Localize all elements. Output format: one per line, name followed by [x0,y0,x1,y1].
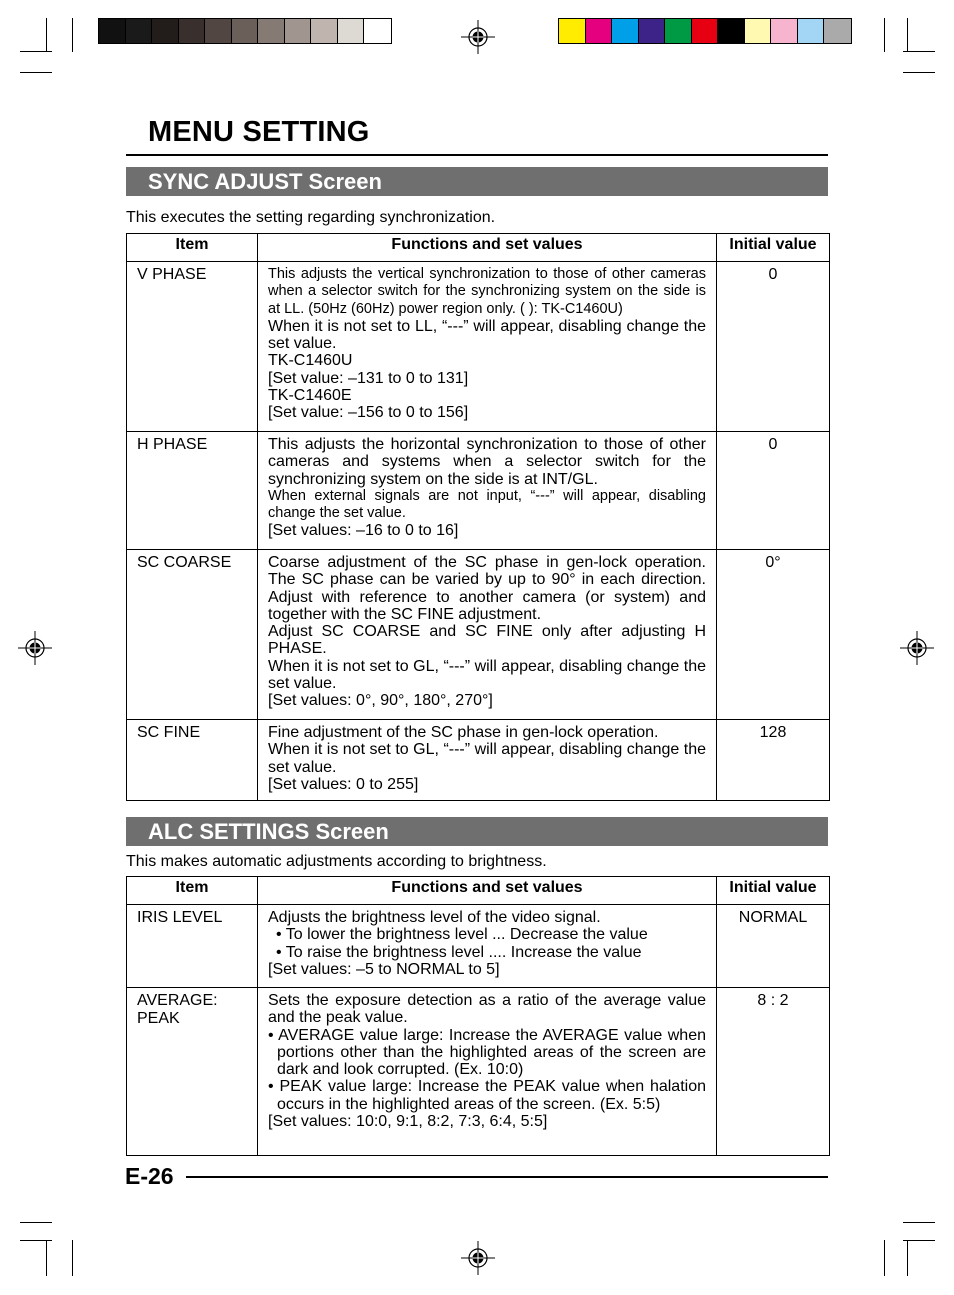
gray-swatch [179,19,206,43]
set-values-line: [Set value: –131 to 0 to 131] [268,369,469,387]
bullet-line: • To lower the brightness level ... Decrease the value [276,926,648,944]
description-line: This adjusts the vertical synchronization to those of other cameras when a selector switch for the synchronizing system on the side is at LL. (50Hz (60Hz) power region only. ( ): TK-C1460U) [268,266,706,317]
color-swatch [692,19,719,43]
initial-value-cell: 0° [717,550,830,720]
functions-cell [258,550,717,720]
gray-swatch [99,19,126,43]
gray-swatch [152,19,179,43]
initial-value-cell: 0 [717,432,830,550]
table-row [127,720,830,801]
functions-cell [258,988,717,1156]
color-swatch [586,19,613,43]
col-header-item: Item [127,877,258,905]
item-cell: SC FINE [127,720,258,801]
color-swatch [559,19,586,43]
col-header-item: Item [127,234,258,262]
table-row [127,262,830,432]
set-values-line: [Set values: 0 to 255] [268,775,419,793]
color-swatch [665,19,692,43]
item-cell: AVERAGE: PEAK [127,988,258,1156]
set-values-line: [Set values: 10:0, 9:1, 8:2, 7:3, 6:4, 5:5] [268,1113,548,1131]
sync-intro: This executes the setting regarding synchronization. [126,209,496,226]
alc-section-heading: ALC SETTINGS Screen [126,817,828,846]
initial-value-cell: 128 [717,720,830,801]
description-line: Sets the exposure detection as a ratio of the average value and the peak value. [268,992,706,1027]
functions-cell [258,432,717,550]
description-line: This adjusts the horizontal synchronization to those of other cameras and systems when a selector switch for the synchronizing system on the side is at INT/GL. [268,436,706,488]
model-label: TK-C1460E [268,387,352,405]
title-rule [126,154,828,156]
table-header-row [127,234,830,262]
col-header-initial: Initial value [717,234,830,262]
table-header-row [127,877,830,905]
alc-settings-table [126,876,830,1156]
footer-rule [186,1176,828,1178]
description-line: When it is not set to GL, “---” will appear, disabling change the set value. [268,741,706,776]
bullet-line: • To raise the brightness level .... Increase the value [276,943,642,961]
item-cell: V PHASE [127,262,258,432]
color-swatch [824,19,851,43]
bullet-line: • PEAK value large: Increase the PEAK value when halation occurs in the highlighted areas of the screen. (Ex. 5:5) [268,1078,706,1113]
table-row [127,988,830,1156]
process-color-bar [558,18,852,44]
item-cell: SC COARSE [127,550,258,720]
functions-cell [258,262,717,432]
alc-intro: This makes automatic adjustments according to brightness. [126,853,547,870]
gray-swatch [338,19,365,43]
description-line: Adjust SC COARSE and SC FINE only after adjusting H PHASE. [268,623,706,658]
table-row [127,550,830,720]
color-swatch [745,19,772,43]
description-line: Coarse adjustment of the SC phase in gen-lock operation. The SC phase can be varied by up to 90° in each direction. Adjust with reference to another camera (or system) and together with the SC FINE adjustment. [268,554,706,623]
registration-mark-icon [461,1241,495,1275]
gray-color-bar [98,18,392,44]
registration-mark-icon [900,631,934,665]
col-header-initial: Initial value [717,877,830,905]
sync-section-heading: SYNC ADJUST Screen [126,167,828,196]
gray-swatch [232,19,259,43]
page-number: E-26 [125,1163,174,1189]
gray-swatch [285,19,312,43]
set-values-line: [Set values: –16 to 0 to 16] [268,522,459,540]
description-line: Adjusts the brightness level of the video signal. [268,909,601,926]
color-swatch [798,19,825,43]
table-row [127,432,830,550]
set-values-line: [Set values: –5 to NORMAL to 5] [268,960,500,978]
col-header-functions: Functions and set values [258,234,717,262]
registration-mark-icon [18,631,52,665]
col-header-functions: Functions and set values [258,877,717,905]
item-cell: H PHASE [127,432,258,550]
color-swatch [771,19,798,43]
color-swatch [718,19,745,43]
table-row [127,905,830,988]
bullet-line: • AVERAGE value large: Increase the AVERAGE value when portions other than the highlighted areas of the screen are dark and look corrupted. (Ex. 10:0) [268,1026,706,1079]
gray-swatch [311,19,338,43]
model-label: TK-C1460U [268,352,353,370]
set-values-line: [Set value: –156 to 0 to 156] [268,404,469,422]
functions-cell [258,720,717,801]
registration-mark-icon [461,20,495,54]
gray-swatch [205,19,232,43]
description-line: When external signals are not input, “---” will appear, disabling change the set value. [268,487,706,522]
description-line: When it is not set to LL, “---” will appear, disabling change the set value. [268,317,706,353]
gray-swatch [126,19,153,43]
set-values-line: [Set values: 0°, 90°, 180°, 270°] [268,692,493,710]
gray-swatch [258,19,285,43]
gray-swatch [364,19,391,43]
initial-value-cell: NORMAL [717,905,830,988]
initial-value-cell: 8 : 2 [717,988,830,1156]
sync-adjust-table [126,233,830,801]
description-line: When it is not set to GL, “---” will appear, disabling change the set value. [268,657,706,693]
item-cell: IRIS LEVEL [127,905,258,988]
color-swatch [612,19,639,43]
description-line: Fine adjustment of the SC phase in gen-lock operation. [268,724,659,741]
initial-value-cell: 0 [717,262,830,432]
functions-cell [258,905,717,988]
page-title: MENU SETTING [148,116,370,148]
color-swatch [639,19,666,43]
